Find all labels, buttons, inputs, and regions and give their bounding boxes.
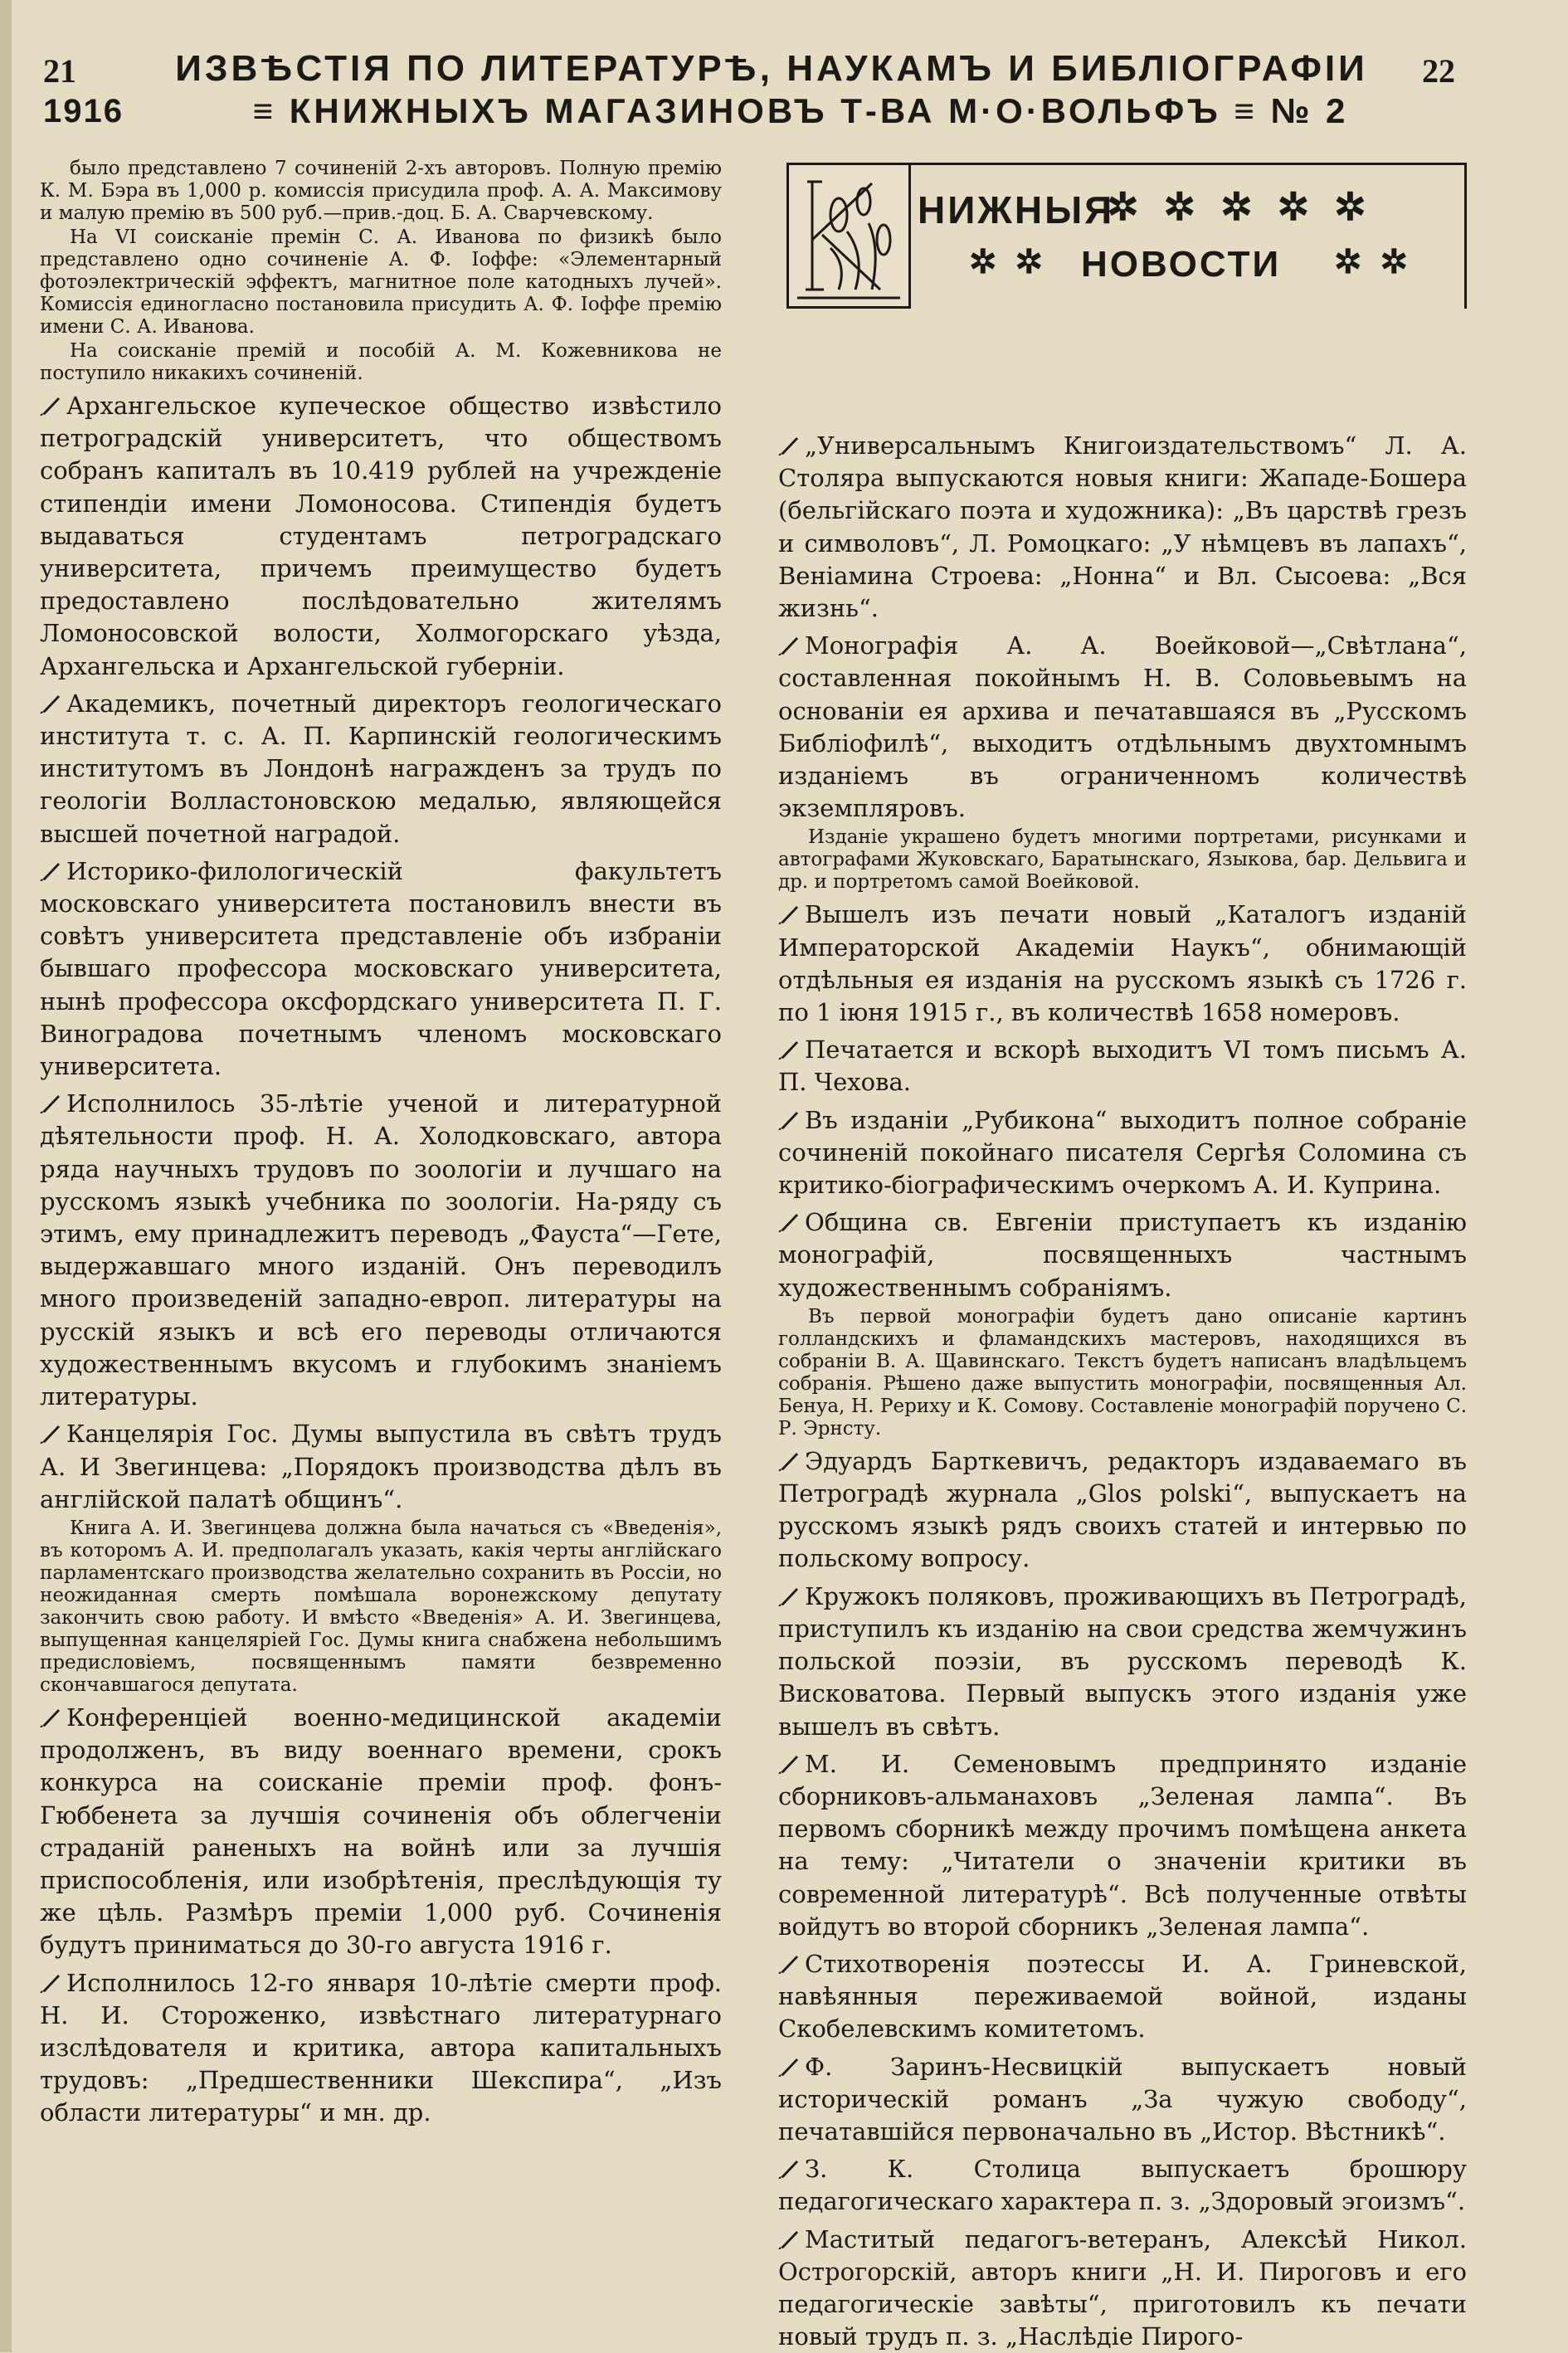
paragraph-text: Маститый педагогъ-ветеранъ, Алексѣй Никол. Острогорскій, авторъ книги „Н. И. Пироговъ и его педагогическіе завѣты“, приготовилъ къ печати новый трудъ п. з. „Наслѣдіе Пирого- <box>778 2224 1467 2351</box>
quill-mark-icon <box>778 630 805 662</box>
letter-k-ornament-icon <box>789 165 908 306</box>
heading-top-rule <box>911 163 1464 165</box>
news-item <box>778 1104 1467 1202</box>
paragraph-text: Монографія А. А. Воейковой—„Свѣтлана“, составленная покойнымъ Н. В. Соловьевымъ на основаніи ея архива и печатавшаяся въ „Русскомъ Библіофилѣ“, выходитъ отдѣльнымъ двухтомнымъ изданіемъ въ ограниченномъ количествѣ экземпляровъ. <box>778 631 1467 823</box>
note-paragraph <box>40 158 722 225</box>
paragraph-text: Историко-филологическій факультетъ московскаго университета постановилъ внести въ совѣтъ университета представленіе объ избраніи бывшаго профессора московскаго университета, нынѣ профессора оксфордскаго университета П. Г. Виноградова почетнымъ членомъ московскаго университета. <box>40 856 722 1081</box>
quill-mark-icon <box>40 390 66 422</box>
quill-mark-icon <box>40 855 66 888</box>
paragraph-text: Въ изданіи „Рубикона“ выходитъ полное собраніе сочиненій покойнаго писателя Сергѣя Соломина съ критико-біографическимъ очеркомъ А. И. Куприна. <box>778 1105 1467 1200</box>
news-item <box>778 2051 1467 2149</box>
quill-mark-icon <box>778 1104 805 1137</box>
quill-mark-icon <box>778 1445 805 1478</box>
news-item <box>40 1088 722 1413</box>
note-paragraph <box>40 227 722 339</box>
news-item <box>40 390 722 683</box>
news-item <box>778 1948 1467 2046</box>
news-item <box>778 430 1467 625</box>
paragraph-text: Канцелярія Гос. Думы выпустила въ свѣтъ трудъ А. И Звегинцева: „Порядокъ производства дѣлъ въ англійской палатѣ общинъ“. <box>40 1420 722 1513</box>
note-paragraph <box>778 826 1467 894</box>
quill-mark-icon <box>40 1702 66 1734</box>
quill-mark-icon <box>40 688 66 720</box>
quill-mark-icon <box>778 1206 805 1239</box>
quill-mark-icon <box>778 1581 805 1613</box>
note-paragraph <box>778 1306 1467 1440</box>
paragraph-text: Академикъ, почетный директоръ геологическаго института т. с. А. П. Карпинскій геологическимъ институтомъ въ Лондонѣ награжденъ за трудъ по геологіи Волластоновскою медалью, являющейся высшей почетной наградой. <box>40 689 722 848</box>
paragraph-text: Вышелъ изъ печати новый „Каталогъ изданій Императорской Академіи Наукъ“, обнимающій отдѣльныя ея изданія на русскомъ языкѣ съ 1726 г. по 1 іюня 1915 г., въ количествѣ 1658 номеровъ. <box>778 900 1467 1027</box>
paragraph-text: Стихотворенія поэтессы И. А. Гриневской, навѣянныя переживаемой войной, изданы Скобелевскимъ комитетомъ. <box>778 1949 1467 2044</box>
quill-mark-icon <box>778 2153 805 2185</box>
paragraph-text: Конференціей военно-медицинской академіи продолженъ, въ виду военнаго времени, срокъ конкурса на соисканіе преміи проф. фонъ-Гюббенета за лучшія сочиненія объ облегченіи страданій раненыхъ на войнѣ или за лучшія приспособленія, или изобрѣтенія, преслѣдующія ту же цѣль. Размѣръ преміи 1,000 руб. Сочиненія будутъ приниматься до 30-го августа 1916 г. <box>40 1703 722 1960</box>
paragraph-text: „Универсальнымъ Книгоиздательствомъ“ Л. А. Столяра выпускаются новыя книги: Жападе-Бошера (бельгійскаго поэта и художника): „Въ царствѣ грезъ и символовъ“, Л. Ромоцкаго: „У нѣмцевъ въ лапахъ“, Веніамина Строева: „Нонна“ и Вл. Сысоева: „Вся жизнь“. <box>778 431 1467 623</box>
ornament-frame <box>786 163 911 309</box>
paragraph-text: Кружокъ поляковъ, проживающихъ въ Петроградѣ, приступилъ къ изданію на свои средства жемчужинъ польской поэзіи, въ русскомъ переводѣ К. Висковатова. Первый выпускъ этого изданія уже вышелъ въ свѣтъ. <box>778 1581 1467 1741</box>
paragraph-text: Архангельское купеческое общество извѣстило петроградскій университетъ, что обществомъ собранъ капиталъ въ 10.419 рублей на учрежденіе стипендіи имени Ломоносова. Стипендія будетъ выдаваться студентамъ петроградскаго университета, причемъ преимущество будетъ предоставлено послѣдовательно жителямъ Ломоносовской волости, Холмогорскаго уѣзда, Архангельска и Архангельской губерніи. <box>40 392 722 680</box>
news-item <box>778 1748 1467 1943</box>
paragraph-text: Община св. Евгеніи приступаетъ къ изданію монографій, посвященныхъ частнымъ художественнымъ собраніямъ. <box>778 1208 1467 1302</box>
paragraph-text: На соисканіе премій и пособій А. М. Кожевникова не поступило никакихъ сочиненій. <box>40 340 722 384</box>
paragraph-text: Книга А. И. Звегинцева должна была начаться съ «Введенія», въ которомъ А. И. предполагалъ указать, какія черты англійскаго парламентскаго производства желательно сохранить въ Россіи, но неожиданная смерть помѣшала воронежскому депутату закончить свою работу. И вмѣсто «Введенія» А. И. Звегинцева, выпущенная канцеляріей Гос. Думы книга снабжена небольшимъ предисловіемъ, посвященнымъ памяти безвременно скончавшагося депутата. <box>40 1517 722 1696</box>
news-item <box>40 688 722 850</box>
news-item <box>40 855 722 1083</box>
quill-mark-icon <box>40 1088 66 1120</box>
news-item <box>778 1581 1467 1743</box>
quill-mark-icon <box>778 1034 805 1066</box>
paragraph-text: Изданіе украшено будетъ многими портретами, рисунками и автографами Жуковскаго, Баратынскаго, Языкова, бар. Дельвига и др. и портретомъ самой Воейковой. <box>778 826 1467 894</box>
masthead-line-2: ≡ КНИЖНЫХЪ МАГАЗИНОВЪ Т-ВА М·О·ВОЛЬФЪ ≡ № 2 <box>252 91 1349 130</box>
quill-mark-icon <box>778 430 805 462</box>
section-stars-2: ✲✲ <box>969 242 1062 281</box>
page-edge <box>0 0 12 2352</box>
news-item <box>778 2224 1467 2353</box>
news-item <box>778 899 1467 1029</box>
news-item <box>778 1034 1467 1099</box>
quill-mark-icon <box>40 1418 66 1450</box>
paragraph-text: было представлено 7 сочиненій 2-хъ авторовъ. Полную премію К. М. Бэра въ 1,000 р. комиссія присудила проф. А. А. Максимову и малую премію въ 500 руб.—прив.-доц. Б. А. Сварчевскому. <box>40 158 722 224</box>
page-number-right: 22 <box>1422 52 1455 90</box>
news-item <box>40 1967 722 2130</box>
paragraph-text: Печатается и вскорѣ выходитъ VI томъ письмъ А. П. Чехова. <box>778 1035 1467 1097</box>
news-item <box>778 1445 1467 1576</box>
section-title-word-1: НИЖНЫЯ <box>918 188 1115 231</box>
paragraph-text: Исполнилось 12-го января 10-лѣтіе смерти проф. Н. И. Стороженко, извѣстнаго литературнаго изслѣдователя и критика, автора капитальныхъ трудовъ: „Предшественники Шекспира“, „Изъ области литературы“ и мн. др. <box>40 1968 722 2127</box>
section-stars-1: ✲✲✲✲✲ <box>1107 184 1391 229</box>
paragraph-text: Исполнилось 35-лѣтіе ученой и литературной дѣятельности проф. Н. А. Холодковскаго, автора ряда научныхъ трудовъ по зоологіи и лучшаго на русскомъ языкѣ учебника по зоологіи. На-ряду съ этимъ, ему принадлежитъ переводъ „Фауста“—Гете, выдержавшаго много изданій. Онъ переводилъ много произведеній западно-европ. литературы на русскій языкъ и всѣ его переводы отличаются художественнымъ вкусомъ и глубокимъ знаніемъ литературы. <box>40 1089 722 1411</box>
right-column <box>778 425 1467 2353</box>
news-item <box>778 1206 1467 1304</box>
heading-right-rule <box>1464 163 1467 309</box>
note-paragraph <box>40 340 722 385</box>
page-number-left: 21 <box>43 52 76 90</box>
news-item <box>778 2153 1467 2218</box>
quill-mark-icon <box>778 2224 805 2256</box>
left-column <box>40 156 722 2130</box>
section-heading-book-news <box>786 163 1467 309</box>
masthead-year: 1916 <box>43 93 124 129</box>
masthead-line-1: ИЗВѢСТІЯ ПО ЛИТЕРАТУРѢ, НАУКАМЪ И БИБЛІОГРАФІИ <box>175 48 1368 89</box>
quill-mark-icon <box>778 2051 805 2083</box>
quill-mark-icon <box>778 1748 805 1781</box>
paragraph-text: Въ первой монографіи будетъ дано описаніе картинъ голландскихъ и фламандскихъ мастеровъ, находящихся въ собраніи В. А. Щавинскаго. Текстъ будетъ написанъ владѣльцемъ собранія. Рѣшено даже выпустить монографіи, посвященныя Ал. Бенуа, Н. Рериху и К. Сомову. Составленіе монографій поручено С. Р. Эрнсту. <box>778 1305 1467 1440</box>
paragraph-text: М. И. Семеновымъ предпринято изданіе сборниковъ-альманаховъ „Зеленая лампа“. Въ первомъ сборникѣ между прочимъ помѣщена анкета на тему: „Читатели о значеніи критики въ современной литературѣ“. Всѣ полученные отвѣты войдутъ во второй сборникъ „Зеленая лампа“. <box>778 1749 1467 1941</box>
quill-mark-icon <box>778 899 805 931</box>
quill-mark-icon <box>778 1948 805 1980</box>
news-item <box>40 1702 722 1962</box>
section-title-word-2: НОВОСТИ <box>1081 244 1282 285</box>
paragraph-text: Эдуардъ Барткевичъ, редакторъ издаваемаго въ Петроградѣ журнала „Glos polski“, выпускаетъ на русскомъ языкѣ рядъ своихъ статей и интервью по польскому вопросу. <box>778 1446 1467 1573</box>
paragraph-text: З. К. Столица выпускаетъ брошюру педагогическаго характера п. з. „Здоровый эгоизмъ“. <box>778 2155 1467 2216</box>
quill-mark-icon <box>40 1967 66 2000</box>
news-item <box>778 630 1467 825</box>
paragraph-text: На VI соисканіе премін С. А. Иванова по физикѣ было представлено одно сочиненіе А. Ф. Іоффе: «Элементарный фотоэлектрическій эффектъ, магнитное поле катодныхъ лучей». Комиссія единогласно постановила присудить А. Ф. Іоффе премію имени С. А. Иванова. <box>40 227 722 338</box>
news-item <box>40 1418 722 1516</box>
paragraph-text: Ф. Заринъ-Несвицкій выпускаетъ новый историческій романъ „За чужую свободу“, печатавшійся первоначально въ „Истор. Вѣстникѣ“. <box>778 2052 1467 2146</box>
note-paragraph <box>40 1518 722 1697</box>
section-stars-3: ✲✲ <box>1334 242 1427 281</box>
